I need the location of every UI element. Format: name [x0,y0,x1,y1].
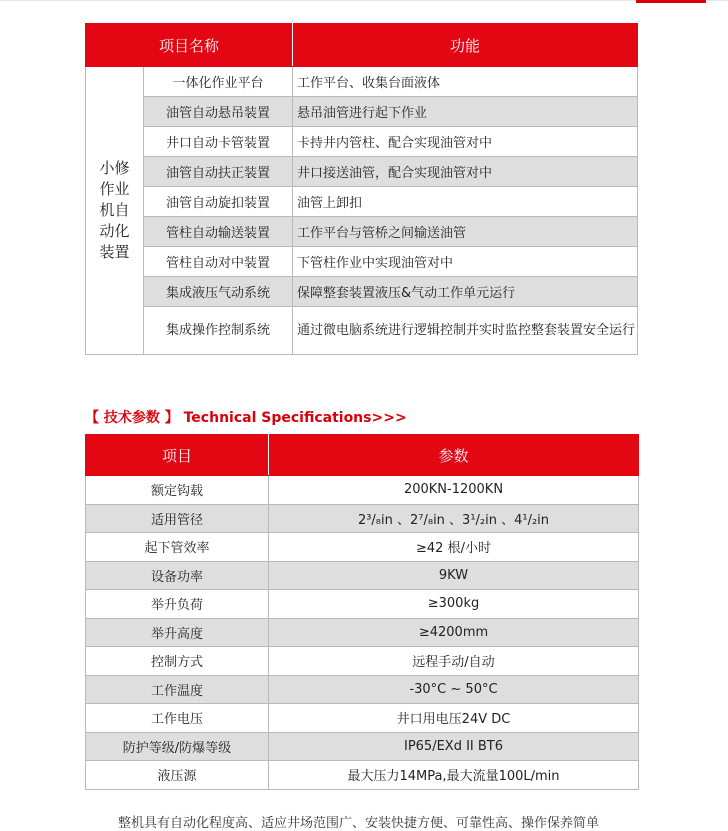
item-function: 悬吊油管进行起下作业 [293,97,638,127]
spec-value: IP65/EXd II BT6 [269,732,639,761]
item-function: 卡持井内管柱、配合实现油管对中 [293,127,638,157]
table-row [86,704,639,733]
table-row [86,590,639,619]
table-row [86,761,639,790]
spec-value: -30°C ~ 50°C [269,675,639,704]
table-row [86,307,638,355]
item-name: 油管自动扶正装置 [144,157,293,187]
item-name: 井口自动卡管装置 [144,127,293,157]
spec-value: 2³/₈in 、2⁷/₈in 、3¹/₂in 、4¹/₂in [269,504,639,533]
table-row [86,675,639,704]
spec-item: 起下管效率 [86,533,269,562]
table-header-row [86,435,639,476]
spec-item: 适用管径 [86,504,269,533]
item-name: 集成液压气动系统 [144,277,293,307]
spec-value: ≥300kg [269,590,639,619]
top-divider [0,0,728,1]
group-label: 小修作业机自动化装置 [99,159,130,261]
group-label-cell [86,67,144,355]
spec-value: ≥42 根/小时 [269,533,639,562]
column-header-parameter: 参数 [269,435,639,476]
spec-item: 控制方式 [86,647,269,676]
column-header-item: 项目 [86,435,269,476]
spec-value: 200KN-1200KN [269,476,639,505]
spec-item: 液压源 [86,761,269,790]
table-row [86,618,639,647]
table-row [86,647,639,676]
spec-value: ≥4200mm [269,618,639,647]
item-name: 油管自动旋扣装置 [144,187,293,217]
item-function: 通过微电脑系统进行逻辑控制并实时监控整套装置安全运行 [293,307,638,355]
section-title: 【 技术参数 】 Technical Specifications>>> [85,410,407,426]
technical-spec-table [85,434,639,790]
item-name: 管柱自动对中装置 [144,247,293,277]
item-function: 工作平台与管桥之间输送油管 [293,217,638,247]
table-header-row [86,24,638,67]
column-header-item-name: 项目名称 [86,24,293,67]
spec-item: 工作温度 [86,675,269,704]
device-function-table [85,23,638,355]
table-row [86,97,638,127]
item-function: 下管柱作业中实现油管对中 [293,247,638,277]
spec-value: 9KW [269,561,639,590]
spec-item: 设备功率 [86,561,269,590]
bottom-description-text: 整机具有自动化程度高、适应井场范围广、安装快捷方便、可靠性高、操作保养简单 [118,816,600,831]
spec-item: 工作电压 [86,704,269,733]
table-row [86,533,639,562]
item-function: 工作平台、收集台面液体 [293,67,638,97]
spec-item: 额定钩载 [86,476,269,505]
spec-value: 井口用电压24V DC [269,704,639,733]
table-row [86,476,639,505]
item-name: 集成操作控制系统 [144,307,293,355]
table-row [86,247,638,277]
table-row [86,187,638,217]
table-row [86,504,639,533]
table-row [86,277,638,307]
spec-value: 最大压力14MPa,最大流量100L/min [269,761,639,790]
table-row [86,67,638,97]
column-header-function: 功能 [293,24,638,67]
table-row [86,732,639,761]
spec-item: 防护等级/防爆等级 [86,732,269,761]
item-name: 油管自动悬吊装置 [144,97,293,127]
spec-item: 举升负荷 [86,590,269,619]
table-row [86,157,638,187]
item-name: 管柱自动输送装置 [144,217,293,247]
item-name: 一体化作业平台 [144,67,293,97]
table-row [86,561,639,590]
spec-item: 举升高度 [86,618,269,647]
item-function: 油管上卸扣 [293,187,638,217]
table-row [86,127,638,157]
top-accent-bar [636,0,706,3]
item-function: 保障整套装置液压&气动工作单元运行 [293,277,638,307]
spec-value: 远程手动/自动 [269,647,639,676]
table-row [86,217,638,247]
item-function: 井口接送油管，配合实现油管对中 [293,157,638,187]
